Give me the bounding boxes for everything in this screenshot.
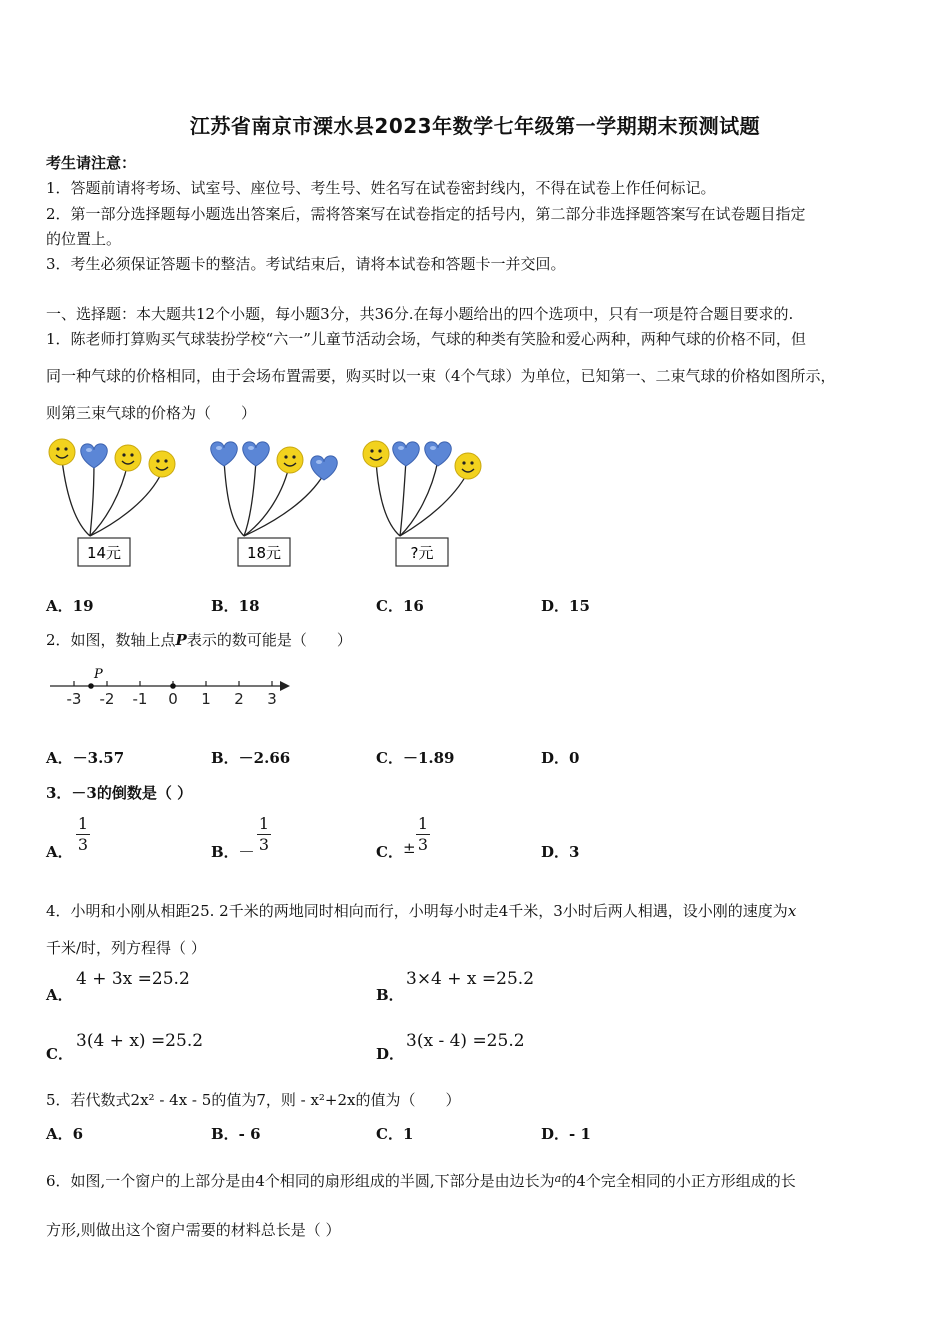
balloon-bunch-3 [363, 441, 481, 566]
q3-option-c-sign: ± [403, 839, 416, 857]
q3-option-a-label[interactable]: A． [46, 843, 73, 861]
question-3-stem: 3．－3的倒数是（ ） [46, 784, 193, 802]
tick-label: 3 [267, 690, 277, 708]
question-5-stem: 5．若代数式2x² - 4x - 5的值为7，则 - x²+2x的值为（ ） [46, 1091, 461, 1109]
tick-label: 0 [168, 690, 178, 708]
q1-option-d[interactable]: D．15 [541, 597, 590, 615]
origin-point [170, 683, 176, 689]
q4-option-b-equation: 3×4 + x =25.2 [406, 969, 535, 989]
q4-option-d-label[interactable]: D． [376, 1045, 405, 1063]
q4-option-c-label[interactable]: C． [46, 1045, 73, 1063]
question-6-line: 方形,则做出这个窗户需要的材料总长是（ ） [46, 1221, 341, 1239]
question-2-stem: 2．如图，数轴上点P表示的数可能是（ ） [46, 631, 352, 649]
q4-option-d-equation: 3(x - 4) =25.2 [406, 1031, 525, 1051]
tick-label: -3 [66, 690, 82, 708]
question-6-line: 6．如图,一个窗户的上部分是由4个相同的扇形组成的半圆,下部分是由边长为$^a$的4个完全相同的小正方形组成的长 [46, 1172, 796, 1190]
question-1-line: 1．陈老师打算购买气球装扮学校“六一”儿童节活动会场，气球的种类有笑脸和爱心两种，两种气球的价格不同，但 [46, 330, 806, 348]
section-heading: 一、选择题：本大题共12个小题，每小题3分，共36分.在每小题给出的四个选项中，只有一项是符合题目要求的. [46, 305, 794, 323]
notice-item: 2．第一部分选择题每小题选出答案后，需将答案写在试卷指定的括号内，第二部分非选择题答案写在试卷题目指定 [46, 205, 806, 223]
q2-option-c[interactable]: C．－1.89 [376, 749, 455, 767]
q2-option-b[interactable]: B．－2.66 [211, 749, 291, 767]
q3-option-b-label[interactable]: B． [211, 843, 239, 861]
q3-option-c-label[interactable]: C． [376, 843, 403, 861]
point-p-label: P [94, 667, 103, 682]
question-1-line: 则第三束气球的价格为（ ） [46, 404, 257, 422]
question-4-line: 4．小明和小刚从相距25. 2千米的两地同时相向而行，小明每小时走4千米，3小时后两人相遇，设小刚的速度为x [46, 902, 797, 920]
bunch-1-price: 14元 [86, 544, 122, 562]
point-p [88, 683, 94, 689]
q5-option-d[interactable]: D．- 1 [541, 1125, 591, 1143]
number-line [44, 664, 304, 714]
q5-option-b[interactable]: B．- 6 [211, 1125, 261, 1143]
tick-label: -1 [132, 690, 148, 708]
q3-option-a-fraction: 1 3 [77, 814, 89, 854]
q4-option-c-equation: 3(4 + x) =25.2 [76, 1031, 204, 1051]
q4-option-a-label[interactable]: A． [46, 986, 73, 1004]
question-4-line: 千米/时，列方程得（ ） [46, 939, 206, 957]
balloon-figure [44, 432, 484, 572]
q1-option-a[interactable]: A．19 [46, 597, 94, 615]
q3-option-c-fraction: 1 3 [417, 814, 429, 854]
q5-option-c[interactable]: C．1 [376, 1125, 414, 1143]
q4-option-b-label[interactable]: B． [376, 986, 404, 1004]
notice-item: 1．答题前请将考场、试室号、座位号、考生号、姓名写在试卷密封线内，不得在试卷上作任何标记。 [46, 179, 716, 197]
tick-label: 1 [201, 690, 211, 708]
q1-option-b[interactable]: B．18 [211, 597, 260, 615]
q2-option-d[interactable]: D．0 [541, 749, 580, 767]
balloon-bunch-2 [211, 442, 338, 566]
q3-option-b-fraction: 1 3 [258, 814, 270, 854]
page-title: 江苏省南京市溧水县2023年数学七年级第一学期期末预测试题 [189, 114, 761, 138]
bunch-3-price: ?元 [410, 544, 434, 562]
notice-heading: 考生请注意： [46, 154, 137, 172]
bunch-2-price: 18元 [246, 544, 282, 562]
tick-label: 2 [234, 690, 244, 708]
tick-label: -2 [99, 690, 115, 708]
q4-option-a-equation: 4 + 3x =25.2 [76, 969, 190, 989]
q1-option-c[interactable]: C．16 [376, 597, 424, 615]
q3-option-b-sign: － [238, 843, 255, 863]
q5-option-a[interactable]: A．6 [46, 1125, 84, 1143]
question-1-line: 同一种气球的价格相同，由于会场布置需要，购买时以一束（4个气球）为单位，已知第一、二束气球的价格如图所示， [46, 367, 836, 385]
balloon-bunch-1 [49, 439, 175, 566]
q2-option-a[interactable]: A．－3.57 [46, 749, 125, 767]
notice-item: 3．考生必须保证答题卡的整洁。考试结束后，请将本试卷和答题卡一并交回。 [46, 255, 566, 273]
q3-option-d[interactable]: D．3 [541, 843, 580, 861]
notice-item: 的位置上。 [46, 230, 122, 248]
